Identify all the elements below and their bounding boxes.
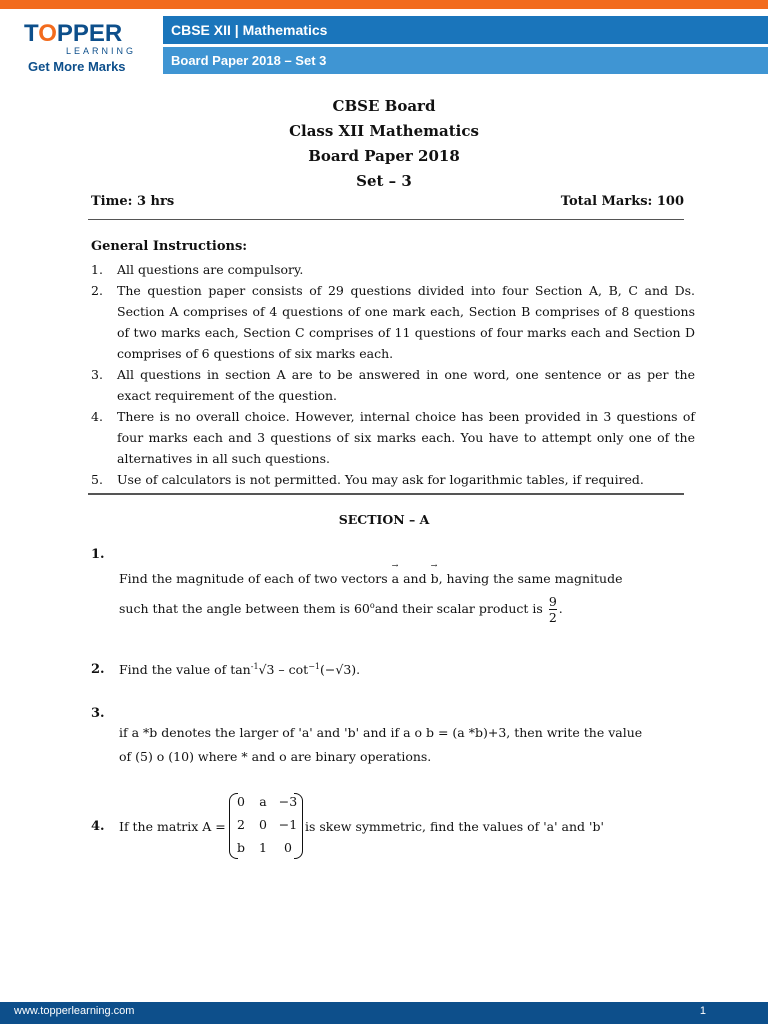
matrix-cell: 2 bbox=[237, 817, 245, 832]
question-text: such that the angle between them is 60$^o$and their scalar product is $\frac{9}{2}$ . bbox=[119, 594, 563, 625]
divider bbox=[88, 493, 684, 495]
matrix-cell: 1 bbox=[259, 840, 267, 855]
fraction: $\frac{9}{2}$ bbox=[548, 594, 557, 625]
question-text: is skew symmetric, find the values of 'a' and 'b' bbox=[305, 819, 604, 834]
question-text: Find the magnitude of each of two vectors a → and b →, having the same magnitude bbox=[119, 571, 623, 586]
doc-title-line3: Board Paper 2018 bbox=[308, 147, 460, 165]
matrix-cell: 0 bbox=[284, 840, 292, 855]
top-accent-bar bbox=[0, 0, 768, 9]
subject-header: CBSE XII | Mathematics bbox=[163, 16, 768, 44]
footer-url[interactable]: www.topperlearning.com bbox=[14, 1005, 135, 1017]
doc-title-line4: Set – 3 bbox=[356, 172, 412, 190]
vector-a: a → bbox=[392, 571, 399, 586]
marks-label: Total Marks: 100 bbox=[560, 194, 684, 209]
vector-b: b → bbox=[431, 571, 439, 586]
matrix-cell: 0 bbox=[237, 794, 245, 809]
paper-header: Board Paper 2018 – Set 3 bbox=[163, 47, 768, 74]
topper-logo bbox=[22, 18, 142, 78]
question-number: 1. bbox=[91, 547, 105, 562]
question-text: Find the value of $\tan^{-1}√3 - \cot^{-1}(-√3)$. bbox=[119, 662, 361, 678]
matrix-cell: a bbox=[259, 794, 267, 809]
footer-bar bbox=[0, 1002, 768, 1024]
question-number: 2. bbox=[91, 662, 105, 677]
doc-title-line1: CBSE Board bbox=[332, 97, 436, 115]
matrix-cell: −3 bbox=[278, 794, 298, 809]
matrix-cell: b bbox=[236, 840, 245, 855]
logo-tagline: Get More Marks bbox=[28, 59, 126, 74]
divider bbox=[88, 219, 684, 220]
doc-title-line2: Class XII Mathematics bbox=[289, 122, 479, 140]
instructions-heading: General Instructions: bbox=[91, 239, 248, 254]
logo-learning: LEARNING bbox=[66, 46, 137, 56]
question-text: of (5) o (10) where * and o are binary operations. bbox=[119, 749, 432, 764]
matrix-cell: −1 bbox=[278, 817, 298, 832]
question-number: 3. bbox=[91, 706, 105, 721]
question-text: if a *b denotes the larger of 'a' and 'b' and if a o b = (a *b)+3, then write the value bbox=[119, 725, 643, 740]
question-number: 4. bbox=[91, 819, 105, 834]
section-title: SECTION – A bbox=[338, 512, 430, 527]
question-text: If the matrix A = bbox=[119, 819, 226, 834]
matrix-a bbox=[229, 793, 303, 859]
logo-brand: TOPPER bbox=[24, 20, 123, 47]
time-label: Time: 3 hrs bbox=[91, 194, 175, 209]
matrix-cell: 0 bbox=[259, 817, 267, 832]
page-number: 1 bbox=[699, 1005, 706, 1017]
